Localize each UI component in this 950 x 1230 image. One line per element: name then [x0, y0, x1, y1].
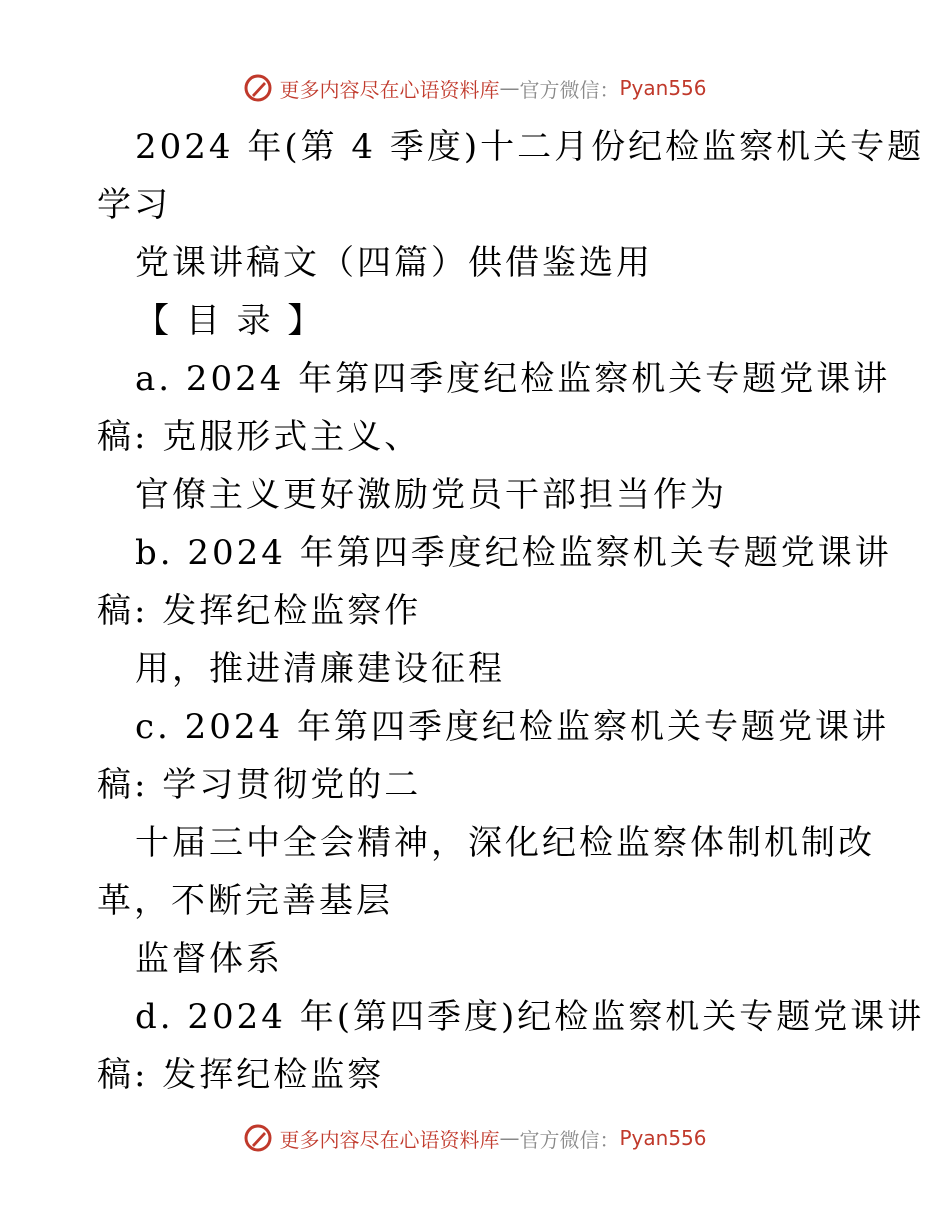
watermark-main-text: 更多内容尽在心语资料库	[279, 77, 500, 102]
toc-heading: 【 目 录 】	[135, 301, 325, 341]
toc-item-a-line-3: 官僚主义更好激励党员干部担当作为	[135, 475, 727, 515]
header-watermark	[0, 73, 950, 103]
document-body	[97, 118, 925, 1104]
toc-item-d-line-1: d. 2024 年(第四季度)纪检监察机关专题党课讲	[135, 997, 925, 1037]
toc-item-c-line-3: 十届三中全会精神，深化纪检监察体制机制改	[135, 823, 875, 863]
toc-item-a-line-1: a. 2024 年第四季度纪检监察机关专题党课讲	[135, 359, 891, 399]
doc-title-line-2: 学习	[97, 185, 171, 225]
toc-item-a-line-2: 稿: 克服形式主义、	[97, 417, 422, 457]
toc-item-b-line-3: 用，推进清廉建设征程	[135, 649, 505, 689]
watermark-wechat-id: Pyan556	[619, 1126, 707, 1150]
toc-item-b-line-2: 稿: 发挥纪检监察作	[97, 591, 422, 631]
pen-circle-icon	[243, 73, 273, 103]
toc-item-c-line-4: 革，不断完善基层	[97, 881, 393, 921]
footer-watermark	[0, 1123, 950, 1153]
toc-item-c-line-1: c. 2024 年第四季度纪检监察机关专题党课讲	[135, 707, 889, 747]
watermark-dash: —	[499, 76, 520, 100]
watermark-dash: —	[499, 1126, 520, 1150]
watermark-wechat-label: 官方微信：	[519, 77, 620, 102]
watermark-wechat-id: Pyan556	[619, 76, 707, 100]
toc-item-d-line-2: 稿: 发挥纪检监察	[97, 1055, 385, 1095]
toc-item-c-line-5: 监督体系	[135, 939, 283, 979]
toc-item-b-line-1: b. 2024 年第四季度纪检监察机关专题党课讲	[135, 533, 892, 573]
pen-circle-icon	[243, 1123, 273, 1153]
toc-item-c-line-2: 稿: 学习贯彻党的二	[97, 765, 422, 805]
doc-title-line-1: 2024 年(第 4 季度)十二月份纪检监察机关专题	[135, 127, 925, 167]
doc-subtitle: 党课讲稿文（四篇）供借鉴选用	[135, 243, 653, 283]
watermark-main-text: 更多内容尽在心语资料库	[279, 1127, 500, 1152]
watermark-wechat-label: 官方微信：	[519, 1127, 620, 1152]
